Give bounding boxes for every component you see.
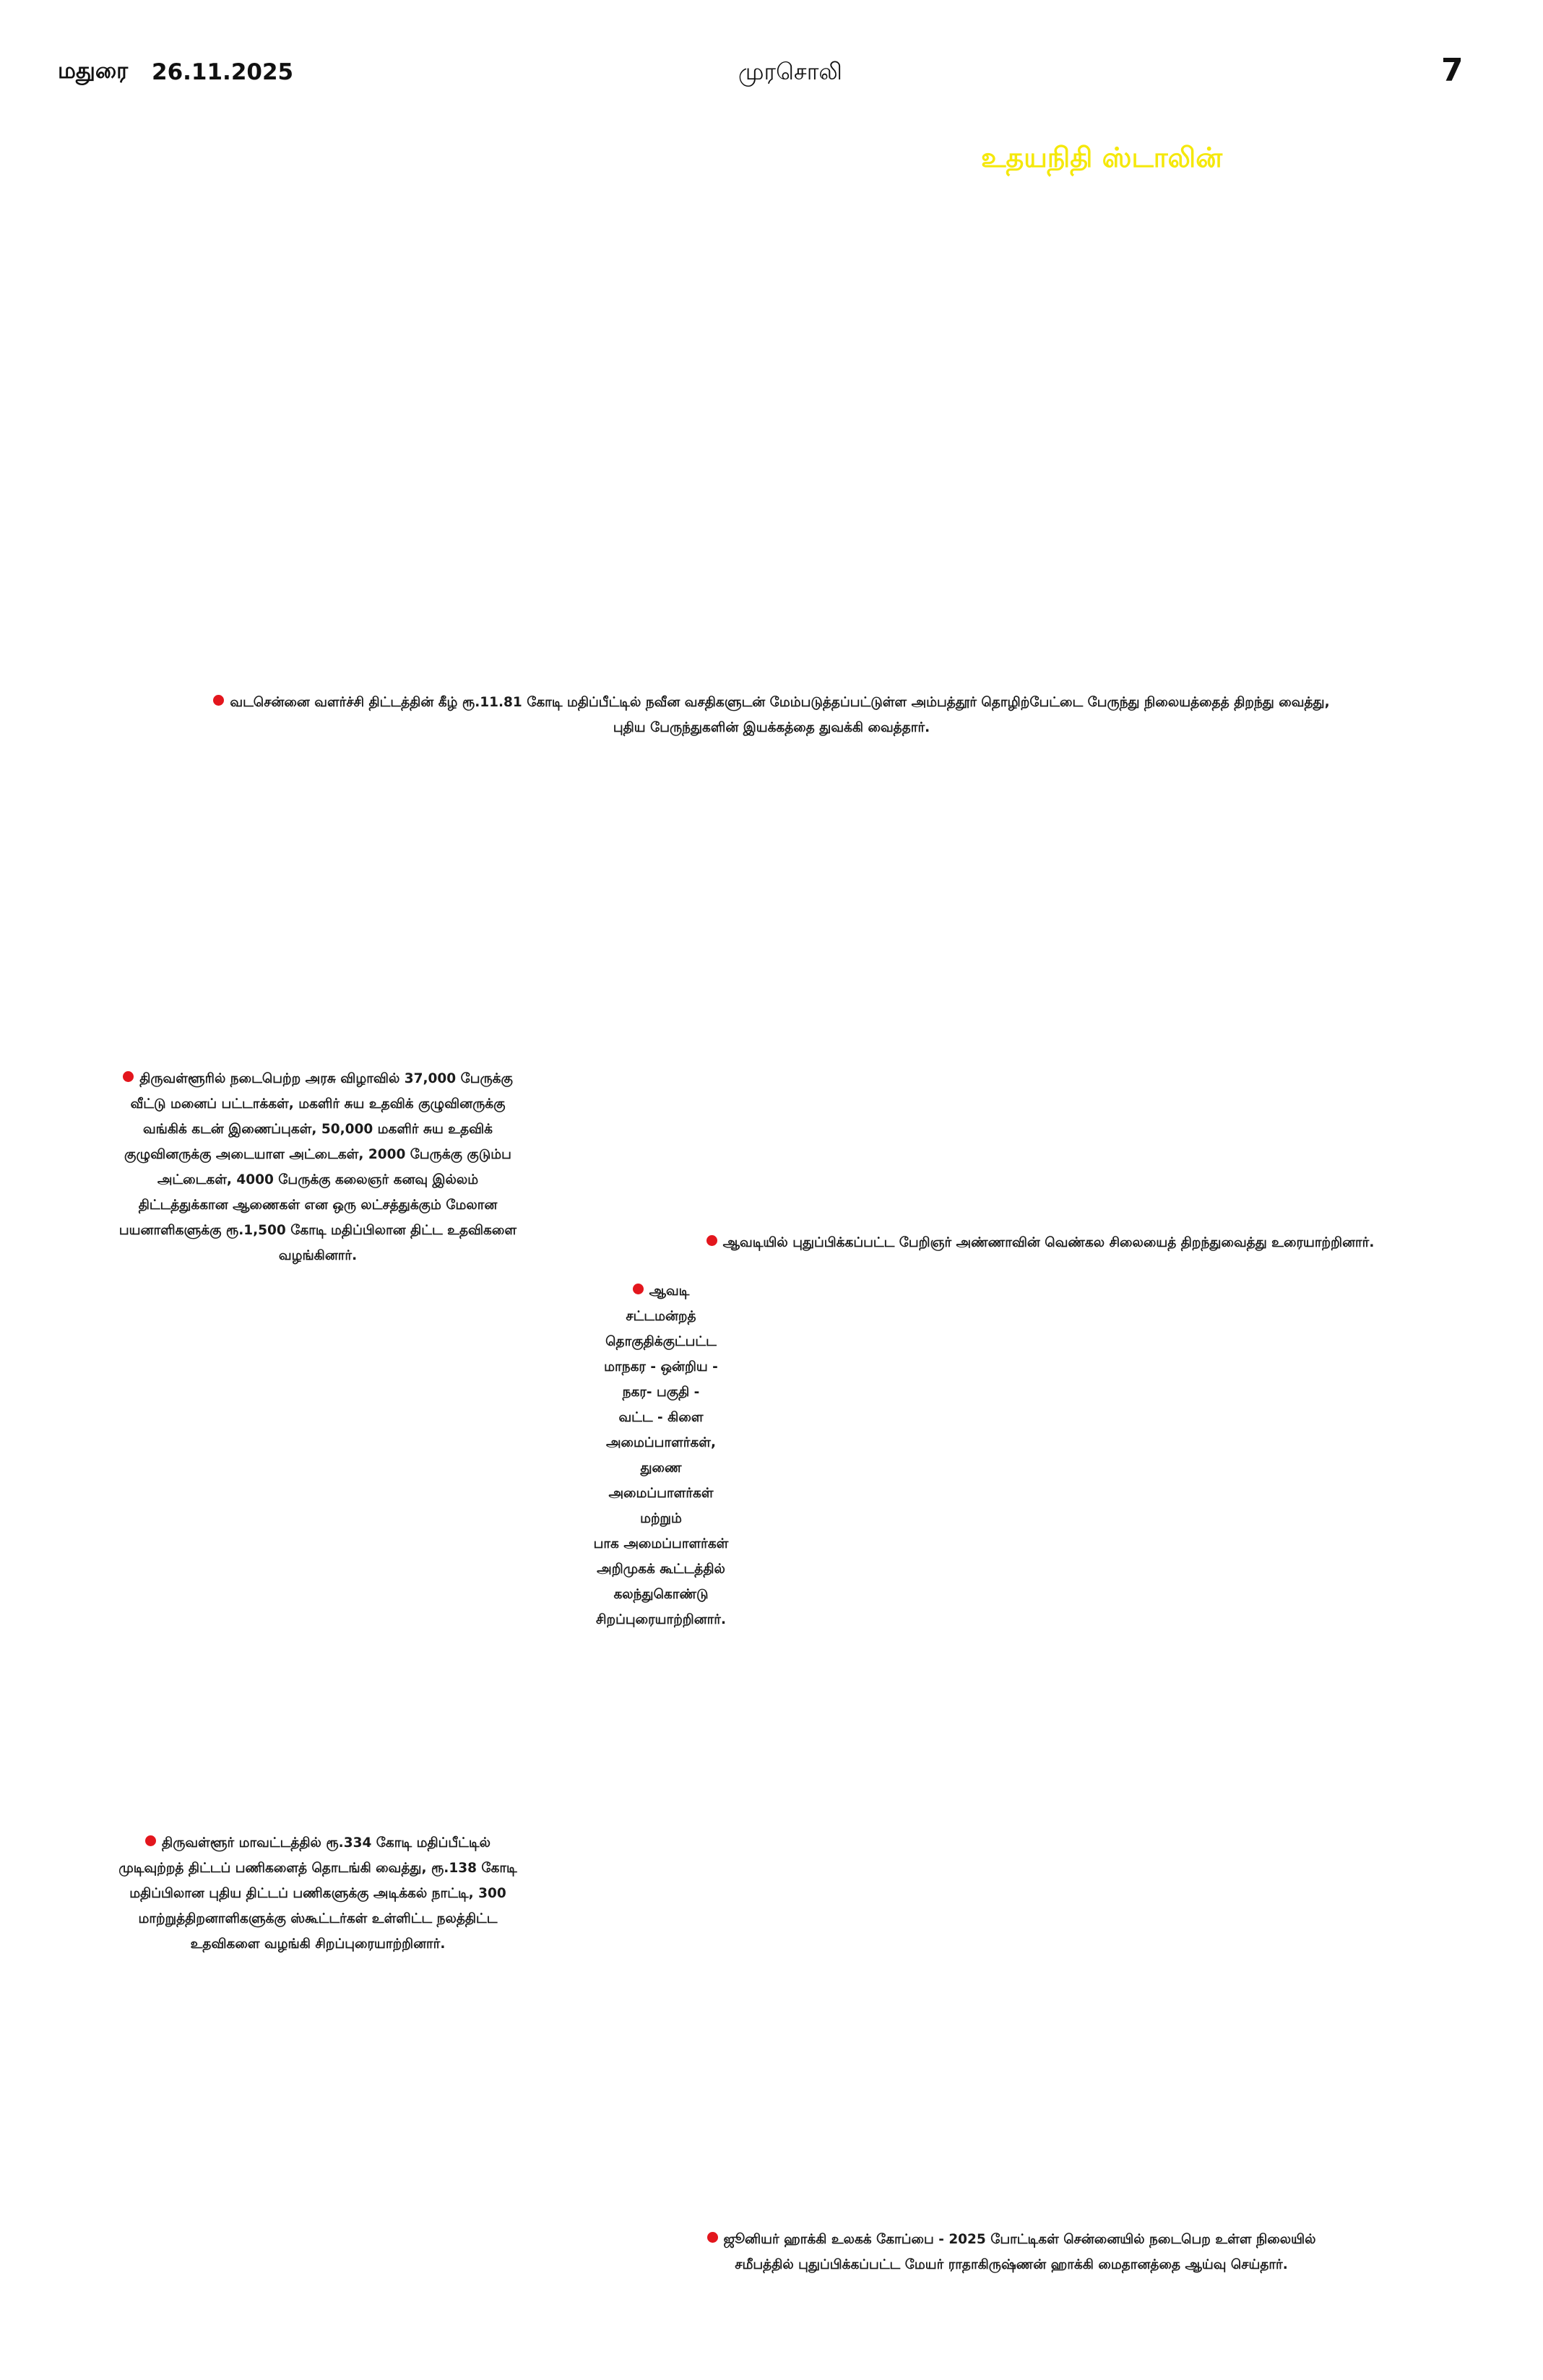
bullet-icon [213, 695, 224, 706]
caption-line: புதிய பேருந்துகளின் இயக்கத்தை துவக்கி வைத்தார். [613, 720, 930, 735]
caption-line: வட்ட - கிளை [618, 1410, 704, 1425]
caption-line: மாநகர - ஒன்றிய - [604, 1359, 718, 1375]
caption-line: துணை [640, 1461, 682, 1476]
caption-line: அமைப்பாளர்கள், [605, 1435, 717, 1450]
caption-line: நகர- பகுதி - [622, 1385, 700, 1400]
city-name: மதுரை [58, 58, 129, 84]
caption-bus-stand [144, 690, 1399, 740]
header-date: 26.11.2025 [152, 59, 294, 85]
bullet-icon [706, 1235, 717, 1246]
headline: உதயநிதி ஸ்டாலின் [981, 142, 1223, 173]
caption-line: ஆவடியில் புதுப்பிக்கப்பட்ட பேறிஞர் அண்ணாவின் வெண்கல சிலையைத் திறந்துவைத்து உரையாற்றினார். [621, 1230, 1459, 1255]
caption-line: பயனாளிகளுக்கு ரூ.1,500 கோடி மதிப்பிலான திட்ட உதவிகளை [118, 1223, 517, 1238]
caption-line: மதிப்பிலான புதிய திட்டப் பணிகளுக்கு அடிக்கல் நாட்டி, 300 [129, 1886, 506, 1901]
caption-line: ஆவடி [563, 1278, 758, 1304]
caption-anna-statue [621, 1230, 1459, 1255]
caption-line: ஜூனியர் ஹாக்கி உலகக் கோப்பை - 2025 போட்டிகள் சென்னையில் நடைபெற உள்ள நிலையில் [636, 2227, 1387, 2252]
caption-line: சட்டமன்றத் [626, 1309, 696, 1324]
caption-hockey-stadium [636, 2227, 1387, 2277]
caption-line: பாக அமைப்பாளர்கள் [593, 1536, 729, 1552]
caption-line: வீட்டு மனைப் பட்டாக்கள், மகளிர் சுய உதவிக் குழுவினருக்கு [130, 1096, 506, 1112]
caption-line: அட்டைகள், 4000 பேருக்கு கலைஞர் கனவு இல்லம் [157, 1172, 479, 1187]
caption-thiruvallur-function [94, 1066, 542, 1268]
caption-line: வங்கிக் கடன் இணைப்புகள், 50,000 மகளிர் சுய உதவிக் [142, 1122, 493, 1137]
caption-line: தொகுதிக்குட்பட்ட [605, 1334, 717, 1349]
caption-line: திருவள்ளூர் மாவட்டத்தில் ரூ.334 கோடி மதிப்பீட்டில் [94, 1830, 542, 1856]
caption-line: சிறப்புரையாற்றினார். [595, 1612, 726, 1627]
caption-line: அறிமுகக் கூட்டத்தில் [597, 1562, 725, 1577]
caption-line: அமைப்பாளர்கள் [608, 1486, 714, 1501]
bullet-icon [123, 1071, 134, 1082]
paper-name: முரசொலி [738, 58, 842, 85]
caption-line: வழங்கினார். [278, 1248, 358, 1263]
bullet-icon [145, 1835, 156, 1846]
bullet-icon [633, 1284, 644, 1294]
caption-line: மாற்றுத்திறனாளிகளுக்கு ஸ்கூட்டர்கள் உள்ளிட்ட நலத்திட்ட [138, 1911, 498, 1926]
caption-line: குழுவினருக்கு அடையாள அட்டைகள், 2000 பேருக்கு குடும்ப [124, 1147, 511, 1162]
page-number: 7 [1441, 52, 1464, 89]
caption-line: மற்றும் [640, 1511, 682, 1526]
caption-thiruvallur-projects [94, 1830, 542, 1957]
caption-line: திட்டத்துக்கான ஆணைகள் என ஒரு லட்சத்துக்கும் மேலான [138, 1198, 498, 1213]
caption-avadi-meeting [563, 1278, 758, 1632]
caption-line: கலந்துகொண்டு [613, 1587, 709, 1602]
header-city [58, 58, 128, 87]
caption-line: சமீபத்தில் புதுப்பிக்கப்பட்ட மேயர் ராதாகிருஷ்ணன் ஹாக்கி மைதானத்தை ஆய்வு செய்தார். [735, 2257, 1288, 2272]
caption-line: முடிவுற்றத் திட்டப் பணிகளைத் தொடங்கி வைத்து, ரூ.138 கோடி [118, 1861, 517, 1876]
caption-line: உதவிகளை வழங்கி சிறப்புரையாற்றினார். [190, 1937, 446, 1952]
caption-line: திருவள்ளூரில் நடைபெற்ற அரசு விழாவில் 37,000 பேருக்கு [94, 1066, 542, 1091]
caption-line: வடசென்னை வளர்ச்சி திட்டத்தின் கீழ் ரூ.11.81 கோடி மதிப்பீட்டில் நவீன வசதிகளுடன் மேம்படுத்தப்பட்டுள்ள அம்பத்தூர் தொழிற்பேட்டை பேருந்து நிலையத்தைத் திறந்து வைத்து, [144, 690, 1399, 715]
bullet-icon [707, 2232, 718, 2243]
